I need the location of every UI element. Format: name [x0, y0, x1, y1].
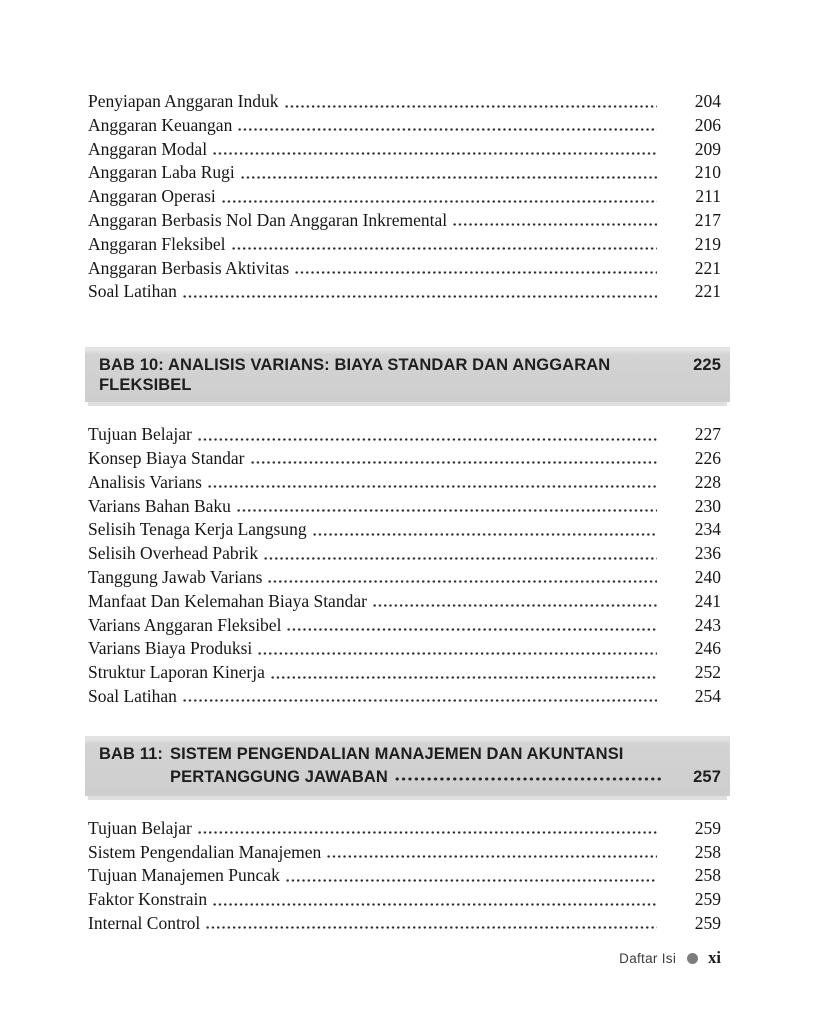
toc-entry [88, 280, 721, 304]
toc-entry-title: Soal Latihan [88, 685, 177, 706]
toc-entry-title: Anggaran Modal [88, 138, 208, 159]
toc-entry-page: 254 [694, 685, 721, 706]
toc-entry-page: 206 [694, 114, 721, 135]
toc-entry-page: 221 [694, 257, 721, 278]
toc-entry-page: 259 [694, 912, 721, 933]
toc-entry [88, 841, 721, 865]
toc-entry-page: 211 [695, 186, 721, 207]
dot-leader [221, 185, 657, 209]
toc-entry [88, 495, 721, 519]
chapter-heading-title: BAB 10: ANALISIS VARIANS: BIAYA STANDAR DAN ANGGARAN FLEKSIBEL [99, 356, 611, 395]
toc-entry-title: Tujuan Manajemen Puncak [88, 865, 280, 886]
dot-leader [285, 864, 657, 888]
toc-entry-title: Sistem Pengendalian Manajemen [88, 841, 322, 862]
dot-leader [236, 495, 657, 519]
toc-entry-title: Analisis Varians [88, 471, 202, 492]
toc-entry-page: 246 [694, 638, 721, 659]
toc-entry-page: 227 [694, 424, 721, 445]
toc-entry-page: 228 [694, 471, 721, 492]
toc-entry [88, 233, 721, 257]
toc-entry [88, 423, 721, 447]
toc-entry [88, 114, 721, 138]
toc-entry-page: 219 [694, 233, 721, 254]
toc-entry-title: Anggaran Keuangan [88, 114, 233, 135]
toc-entry [88, 447, 721, 471]
toc-entry-page: 240 [694, 566, 721, 587]
toc-entry-page: 258 [694, 865, 721, 886]
toc-entry [88, 518, 721, 542]
toc-entry [88, 138, 721, 162]
dot-leader [286, 614, 657, 638]
toc-section-bab11 [88, 817, 721, 936]
toc-entry-page: 259 [694, 889, 721, 910]
toc-entry-page: 210 [694, 162, 721, 183]
toc-entry [88, 685, 721, 709]
dot-leader [212, 138, 657, 162]
dot-leader [270, 661, 657, 685]
toc-entry-title: Anggaran Berbasis Aktivitas [88, 257, 290, 278]
dot-leader [452, 209, 657, 233]
chapter-heading-bab11 [85, 736, 730, 796]
toc-entry [88, 661, 721, 685]
dot-leader [284, 90, 657, 114]
page-footer [619, 948, 721, 968]
dot-leader [240, 161, 657, 185]
toc-entry-page: 217 [694, 209, 721, 230]
chapter-heading-page: 225 [693, 356, 721, 375]
toc-entry-page: 221 [694, 281, 721, 302]
toc-entry [88, 637, 721, 661]
dot-leader [263, 542, 657, 566]
dot-leader [207, 471, 657, 495]
toc-entry-title: Tanggung Jawab Varians [88, 566, 263, 587]
chapter-heading-bab10 [85, 347, 730, 402]
toc-entry-title: Konsep Biaya Standar [88, 447, 245, 468]
dot-leader [182, 685, 657, 709]
toc-entry-title: Faktor Konstrain [88, 889, 208, 910]
chapter-heading-title-cont: PERTANGGUNG JAWABAN [170, 767, 388, 786]
chapter-heading-line2 [170, 766, 721, 789]
toc-entry-title: Anggaran Berbasis Nol Dan Anggaran Inkremental [88, 209, 448, 230]
toc-entry-title: Selisih Overhead Pabrik [88, 543, 259, 564]
dot-leader [294, 257, 657, 281]
toc-entry-title: Anggaran Operasi [88, 186, 216, 207]
dot-leader [312, 518, 657, 542]
toc-entry-page: 241 [694, 590, 721, 611]
toc-entry-page: 226 [694, 447, 721, 468]
dot-leader [197, 423, 657, 447]
toc-entry [88, 566, 721, 590]
dot-leader [326, 841, 657, 865]
toc-entry-page: 234 [694, 519, 721, 540]
toc-entry-title: Struktur Laporan Kinerja [88, 662, 265, 683]
toc-entry-page: 252 [694, 662, 721, 683]
dot-leader [250, 447, 658, 471]
toc-entry [88, 257, 721, 281]
toc-entry-title: Soal Latihan [88, 281, 177, 302]
toc-entry-page: 204 [694, 91, 721, 111]
dot-leader [231, 233, 657, 257]
chapter-heading-prefix: BAB 11: [99, 744, 163, 763]
toc-entry-title: Anggaran Fleksibel [88, 233, 226, 254]
toc-entry-title: Varians Bahan Baku [88, 495, 231, 516]
bullet-icon [687, 953, 698, 964]
footer-section-label: Daftar Isi [619, 950, 677, 966]
dot-leader [182, 280, 657, 304]
toc-entry-page: 259 [694, 817, 721, 838]
toc-entry-page: 230 [694, 495, 721, 516]
dot-leader [197, 817, 657, 841]
toc-entry [88, 542, 721, 566]
dot-leader [267, 566, 657, 590]
toc-entry [88, 185, 721, 209]
dot-leader [257, 637, 657, 661]
toc-entry-title: Anggaran Laba Rugi [88, 162, 235, 183]
toc-entry [88, 817, 721, 841]
dot-leader [372, 590, 657, 614]
table-of-contents [88, 90, 721, 936]
toc-entry [88, 209, 721, 233]
dot-leader [237, 114, 657, 138]
toc-entry-page: 209 [694, 138, 721, 159]
toc-entry [88, 888, 721, 912]
toc-entry-page: 243 [694, 614, 721, 635]
toc-entry [88, 864, 721, 888]
toc-entry [88, 90, 721, 114]
toc-section-bab10 [88, 423, 721, 709]
toc-section-pre [88, 90, 721, 304]
dot-leader [212, 888, 657, 912]
toc-entry-title: Tujuan Belajar [88, 424, 192, 445]
dot-leader [205, 912, 657, 936]
footer-page-number: xi [708, 948, 721, 967]
chapter-heading-line1 [99, 743, 721, 766]
toc-entry-title: Tujuan Belajar [88, 817, 192, 838]
toc-entry [88, 614, 721, 638]
toc-entry-page: 258 [694, 841, 721, 862]
toc-entry [88, 471, 721, 495]
toc-entry [88, 161, 721, 185]
chapter-heading-title: SISTEM PENGENDALIAN MANAJEMEN DAN AKUNTANSI [170, 744, 624, 763]
toc-entry-page: 236 [694, 543, 721, 564]
toc-entry-title: Manfaat Dan Kelemahan Biaya Standar [88, 590, 367, 611]
toc-entry-title: Internal Control [88, 912, 201, 933]
toc-entry-title: Selisih Tenaga Kerja Langsung [88, 519, 307, 540]
dot-leader [394, 766, 663, 789]
chapter-heading-page: 257 [693, 767, 721, 786]
toc-entry-title: Varians Biaya Produksi [88, 638, 253, 659]
toc-entry [88, 912, 721, 936]
toc-entry-title: Varians Anggaran Fleksibel [88, 614, 282, 635]
toc-entry [88, 590, 721, 614]
toc-entry-title: Penyiapan Anggaran Induk [88, 91, 279, 111]
